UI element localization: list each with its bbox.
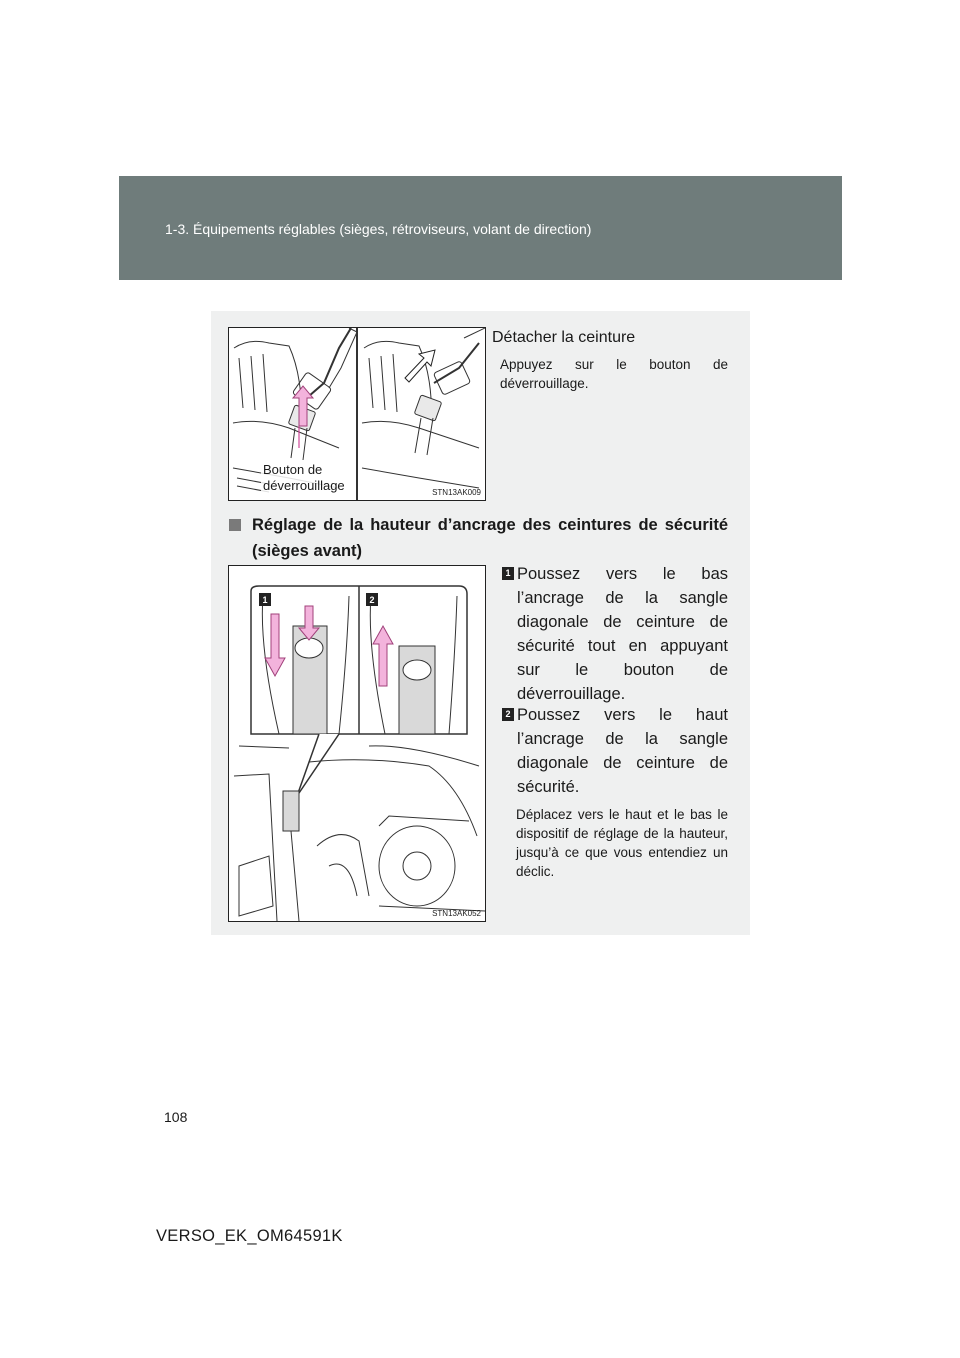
section-title: 1-3. Équipements réglables (sièges, rétroviseurs, volant de direction) — [165, 221, 592, 237]
step-1 — [502, 562, 728, 706]
inset-label-1: 1 — [262, 595, 268, 605]
anchor-heading-text: Réglage de la hauteur d’ancrage des ceintures de sécurité (sièges avant) — [252, 516, 728, 560]
step-number-2: 2 — [502, 708, 514, 721]
adjust-note: Déplacez vers le haut et le bas le dispositif de réglage de la hauteur, jusqu’à ce que vous entendiez un déclic. — [516, 807, 728, 879]
step-2-text: Poussez vers le haut l’ancrage de la sangle diagonale de ceinture de sécurité. — [517, 706, 728, 796]
inset-label-2: 2 — [369, 595, 375, 605]
header-band — [119, 176, 842, 280]
page-number: 108 — [164, 1109, 188, 1125]
unfasten-illustration — [228, 327, 486, 501]
callout-line-1: Bouton de — [263, 462, 323, 477]
anchor-section-heading — [228, 512, 728, 564]
step-1-text: Poussez vers le bas l’ancrage de la sangle diagonale de ceinture de sécurité tout en appuyant sur le bouton de déverrouillage. — [517, 565, 728, 703]
step-2 — [502, 703, 728, 799]
release-button-callout — [261, 462, 347, 494]
figure-code: STN13AK052 — [432, 909, 481, 918]
unfasten-instruction: Appuyez sur le bouton de déverrouillage. — [500, 357, 728, 391]
document-id: VERSO_EK_OM64591K — [156, 1227, 343, 1245]
step-number-1: 1 — [502, 567, 514, 580]
figure-code: STN13AK009 — [432, 488, 481, 497]
anchor-adjust-illustration — [228, 565, 486, 922]
unfasten-heading: Détacher la ceinture — [492, 329, 636, 346]
anchor-adjust-drawing — [229, 566, 485, 921]
callout-line-2: déverrouillage — [263, 478, 345, 493]
square-bullet-icon — [229, 519, 241, 531]
content-panel — [211, 311, 750, 935]
